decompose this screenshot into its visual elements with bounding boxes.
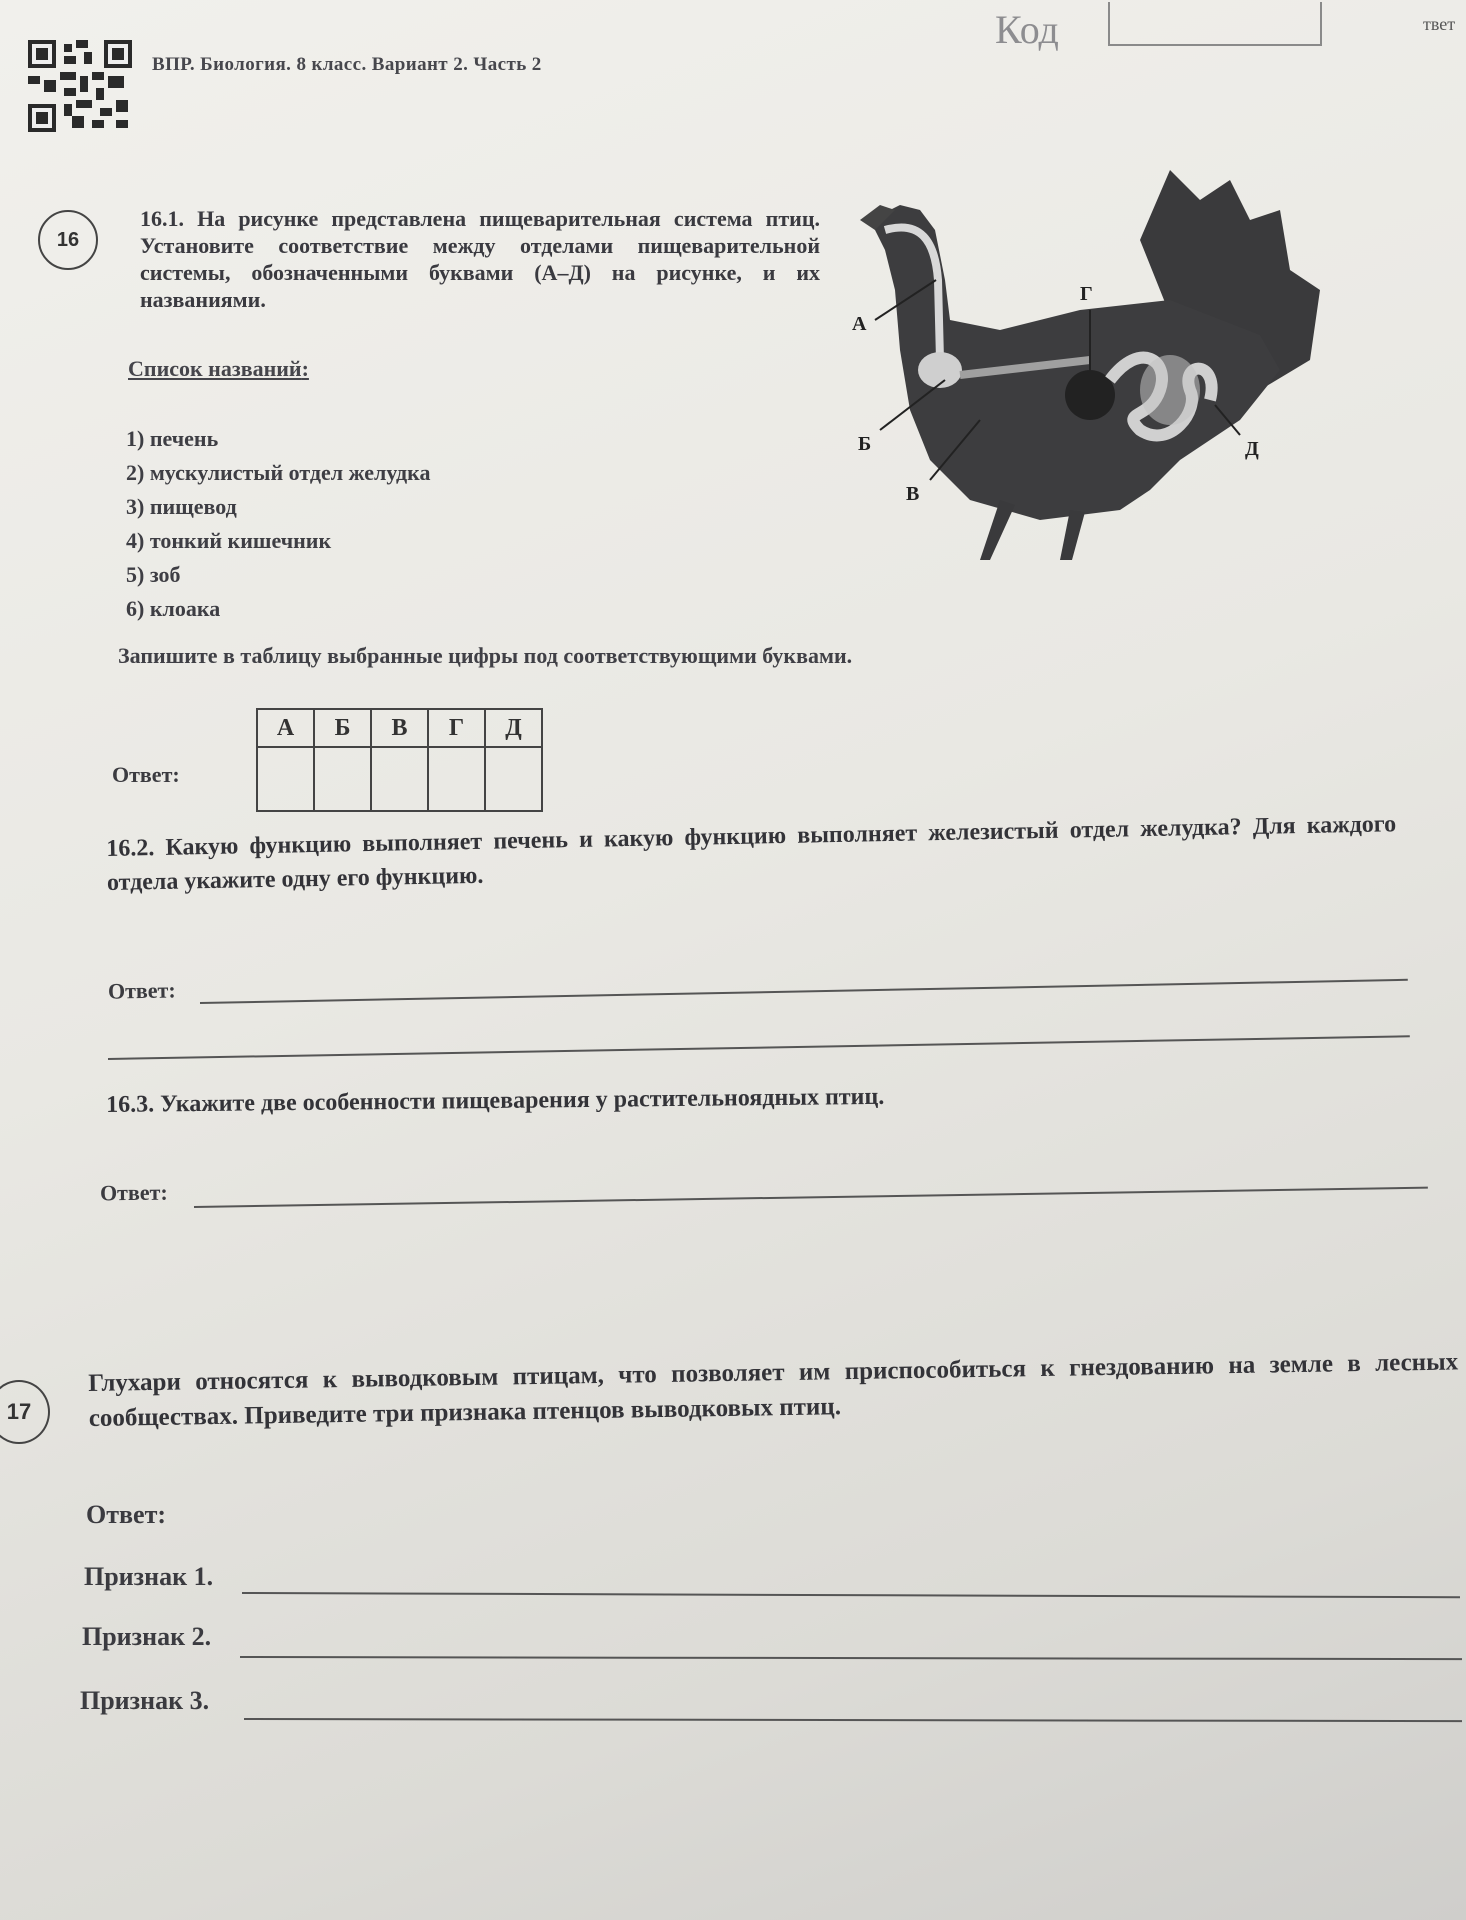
answer-line[interactable] (194, 1187, 1428, 1208)
figure-label-a: А (852, 313, 867, 335)
table-instruction: Запишите в таблицу выбранные цифры под соответствующими буквами. (118, 643, 853, 668)
figure-label-g: Г (1080, 283, 1093, 305)
table-header-a: А (257, 709, 314, 747)
corner-text: твет (1423, 14, 1456, 34)
answer-label: Ответ: (107, 977, 176, 1004)
page-header: ВПР. Биология. 8 класс. Вариант 2. Часть 2 (152, 54, 542, 75)
answer-cell-g[interactable] (428, 747, 485, 811)
names-list (126, 422, 430, 626)
list-item: 1) печень (126, 426, 219, 451)
table-header-v: В (371, 709, 428, 747)
sign-2-line[interactable] (240, 1656, 1462, 1660)
sign-3-label: Признак 3. (80, 1686, 210, 1715)
answer-label: Ответ: (86, 1500, 167, 1529)
sign-1-line[interactable] (242, 1592, 1460, 1598)
list-item: 3) пищевод (126, 494, 237, 519)
sign-3-line[interactable] (244, 1718, 1462, 1722)
answer-line[interactable] (200, 979, 1408, 1004)
list-item: 6) клоака (126, 596, 221, 621)
question-16-2-text: 16.2. Какую функцию выполняет печень и какую функцию выполняет железистый отдел желудка? Для каждого отдела укажите одну его функцию. (106, 811, 1397, 896)
question-16-3-text: 16.3. Укажите две особенности пищеварения у растительноядных птиц. (106, 1083, 885, 1118)
answer-table (256, 708, 543, 812)
qr-code-icon (28, 40, 132, 132)
sign-1-label: Признак 1. (84, 1562, 214, 1591)
bird-digestive-system-figure (840, 160, 1340, 560)
list-item: 4) тонкий кишечник (126, 528, 332, 553)
table-header-d: Д (485, 709, 542, 747)
answer-line[interactable] (108, 1035, 1410, 1060)
code-label: Код (995, 7, 1059, 52)
answer-cell-b[interactable] (314, 747, 371, 811)
question-number-17: 17 (0, 1380, 50, 1444)
answer-label: Ответ: (99, 1179, 168, 1206)
figure-label-v: В (906, 483, 920, 505)
question-16-1-text: 16.1. На рисунке представлена пищеварительная система птиц. Установите соответствие между отделами пищеварительной системы, обозначенными буквами (А–Д) на рисунке, и их названиями. (140, 206, 820, 312)
answer-cell-a[interactable] (257, 747, 314, 811)
sign-2-label: Признак 2. (82, 1622, 212, 1651)
answer-cell-v[interactable] (371, 747, 428, 811)
question-number-16: 16 (38, 210, 98, 270)
figure-label-d: Д (1245, 438, 1259, 460)
question-17-text: Глухари относятся к выводковым птицам, что позволяет им приспособиться к гнездованию на земле в лесных сообществах. Приведите три признака птенцов выводковых птиц. (88, 1348, 1459, 1432)
answer-cell-d[interactable] (485, 747, 542, 811)
answer-label: Ответ: (112, 762, 180, 787)
table-header-b: Б (314, 709, 371, 747)
table-header-g: Г (428, 709, 485, 747)
figure-label-b: Б (858, 433, 872, 455)
names-list-title: Список названий: (128, 356, 309, 381)
list-item: 5) зоб (126, 562, 181, 587)
code-field[interactable] (1108, 2, 1322, 46)
list-item: 2) мускулистый отдел желудка (126, 460, 431, 485)
